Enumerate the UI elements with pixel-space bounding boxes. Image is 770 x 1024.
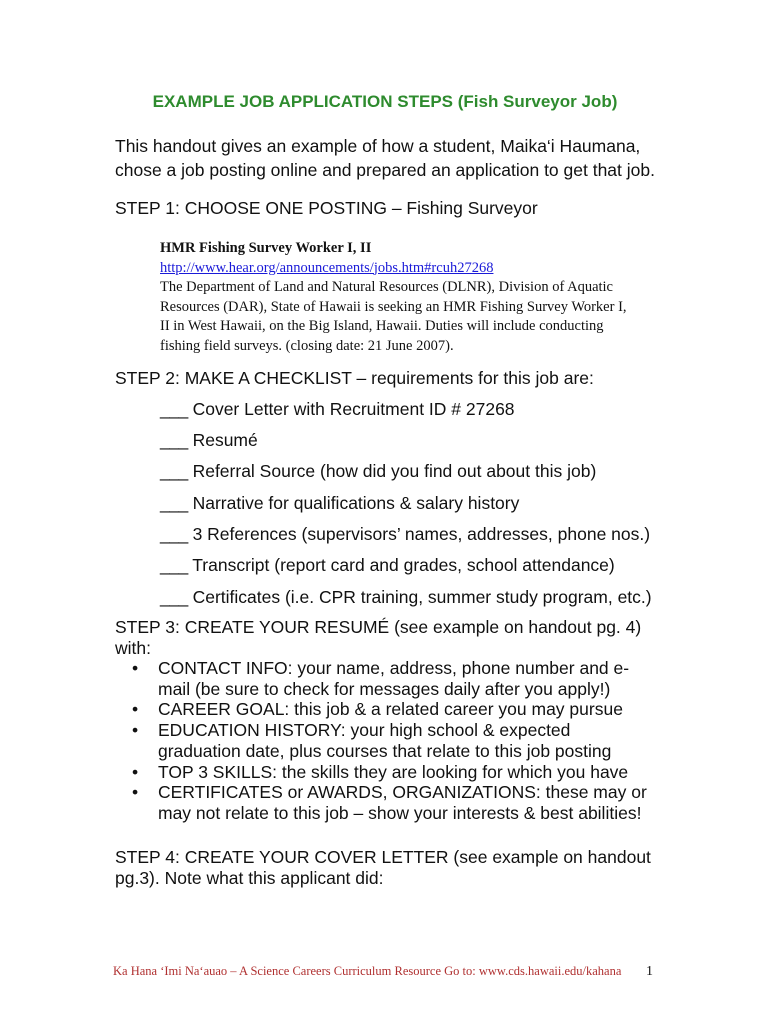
bullet-line: graduation date, plus courses that relate to this job posting bbox=[158, 740, 612, 761]
job-link[interactable]: http://www.hear.org/announcements/jobs.htm#rcuh27268 bbox=[160, 259, 494, 276]
footer-text: Ka Hana ‘Imi Na‘auao – A Science Careers Curriculum Resource Go to: www.cds.hawaii.edu/kahana bbox=[113, 964, 622, 978]
intro-line: This handout gives an example of how a student, Maika‘i Haumana, bbox=[115, 136, 641, 156]
job-description-line: Resources (DAR), State of Hawaii is seeking an HMR Fishing Survey Worker I, bbox=[160, 298, 627, 315]
step3-heading: STEP 3: CREATE YOUR RESUMÉ (see example on handout pg. 4) bbox=[115, 617, 642, 637]
bullet-line: TOP 3 SKILLS: the skills they are looking for which you have bbox=[158, 761, 629, 782]
bullet-item bbox=[115, 762, 675, 783]
bullet-line: may not relate to this job – show your interests & best abilities! bbox=[158, 802, 642, 823]
checklist-item-label: Transcript (report card and grades, school attendance) bbox=[192, 555, 615, 575]
checklist-item-label: 3 References (supervisors’ names, addresses, phone nos.) bbox=[192, 524, 651, 544]
checklist-item bbox=[160, 399, 515, 420]
checklist-item-label: Narrative for qualifications & salary history bbox=[192, 493, 520, 513]
checklist-item bbox=[160, 587, 652, 608]
checklist-blank: ___ bbox=[160, 555, 188, 575]
bullet-item bbox=[115, 720, 675, 761]
bullet-line: EDUCATION HISTORY: your high school & expected bbox=[158, 720, 571, 741]
checklist-item-label: Referral Source (how did you find out about this job) bbox=[192, 461, 597, 481]
bullet-marker: • bbox=[132, 658, 139, 678]
job-description-line: II in West Hawaii, on the Big Island, Hawaii. Duties will include conducting bbox=[160, 318, 604, 334]
checklist-item-label: Resumé bbox=[192, 430, 258, 450]
job-title: HMR Fishing Survey Worker I, II bbox=[160, 240, 372, 256]
checklist-blank: ___ bbox=[160, 524, 188, 544]
checklist-item bbox=[160, 493, 519, 514]
bullet-marker: • bbox=[132, 699, 139, 720]
bullet-line: mail (be sure to check for messages daily after you apply!) bbox=[158, 678, 611, 699]
checklist-item-label: Certificates (i.e. CPR training, summer study program, etc.) bbox=[192, 587, 652, 607]
bullet-line: CONTACT INFO: your name, address, phone number and e- bbox=[158, 658, 630, 678]
page-number: 1 bbox=[646, 964, 653, 979]
bullet-item bbox=[115, 782, 675, 823]
checklist-blank: ___ bbox=[160, 461, 188, 481]
checklist-blank: ___ bbox=[160, 587, 188, 607]
bullet-line: CAREER GOAL: this job & a related career you may pursue bbox=[158, 699, 623, 720]
checklist-blank: ___ bbox=[160, 399, 188, 419]
checklist-item bbox=[160, 555, 615, 576]
intro-line: chose a job posting online and prepared an application to get that job. bbox=[115, 160, 655, 180]
job-description-line: fishing field surveys. (closing date: 21 June 2007). bbox=[160, 337, 454, 354]
bullet-line: CERTIFICATES or AWARDS, ORGANIZATIONS: these may or bbox=[158, 782, 647, 803]
checklist-item bbox=[160, 461, 596, 482]
job-posting bbox=[160, 239, 660, 356]
bullet-marker: • bbox=[132, 782, 139, 803]
bullet-marker: • bbox=[132, 761, 139, 782]
page-title: EXAMPLE JOB APPLICATION STEPS (Fish Surveyor Job) bbox=[152, 92, 618, 111]
bullet-item bbox=[115, 658, 675, 699]
checklist-item bbox=[160, 430, 258, 451]
checklist-item bbox=[160, 524, 650, 545]
job-description-line: The Department of Land and Natural Resources (DLNR), Division of Aquatic bbox=[160, 279, 613, 295]
intro-paragraph bbox=[115, 134, 675, 182]
checklist-item-label: Cover Letter with Recruitment ID # 27268 bbox=[192, 399, 515, 419]
resume-bullet-list bbox=[115, 658, 675, 824]
bullet-item bbox=[115, 699, 675, 720]
step4-heading: STEP 4: CREATE YOUR COVER LETTER (see example on handout bbox=[115, 847, 651, 867]
step2-heading: STEP 2: MAKE A CHECKLIST – requirements for this job are: bbox=[115, 368, 594, 388]
checklist-blank: ___ bbox=[160, 430, 188, 450]
checklist-blank: ___ bbox=[160, 493, 188, 513]
step4-heading-continued: pg.3). Note what this applicant did: bbox=[115, 868, 384, 888]
bullet-marker: • bbox=[132, 720, 139, 741]
step1-heading: STEP 1: CHOOSE ONE POSTING – Fishing Surveyor bbox=[115, 198, 538, 218]
step3-heading-continued: with: bbox=[115, 638, 151, 658]
